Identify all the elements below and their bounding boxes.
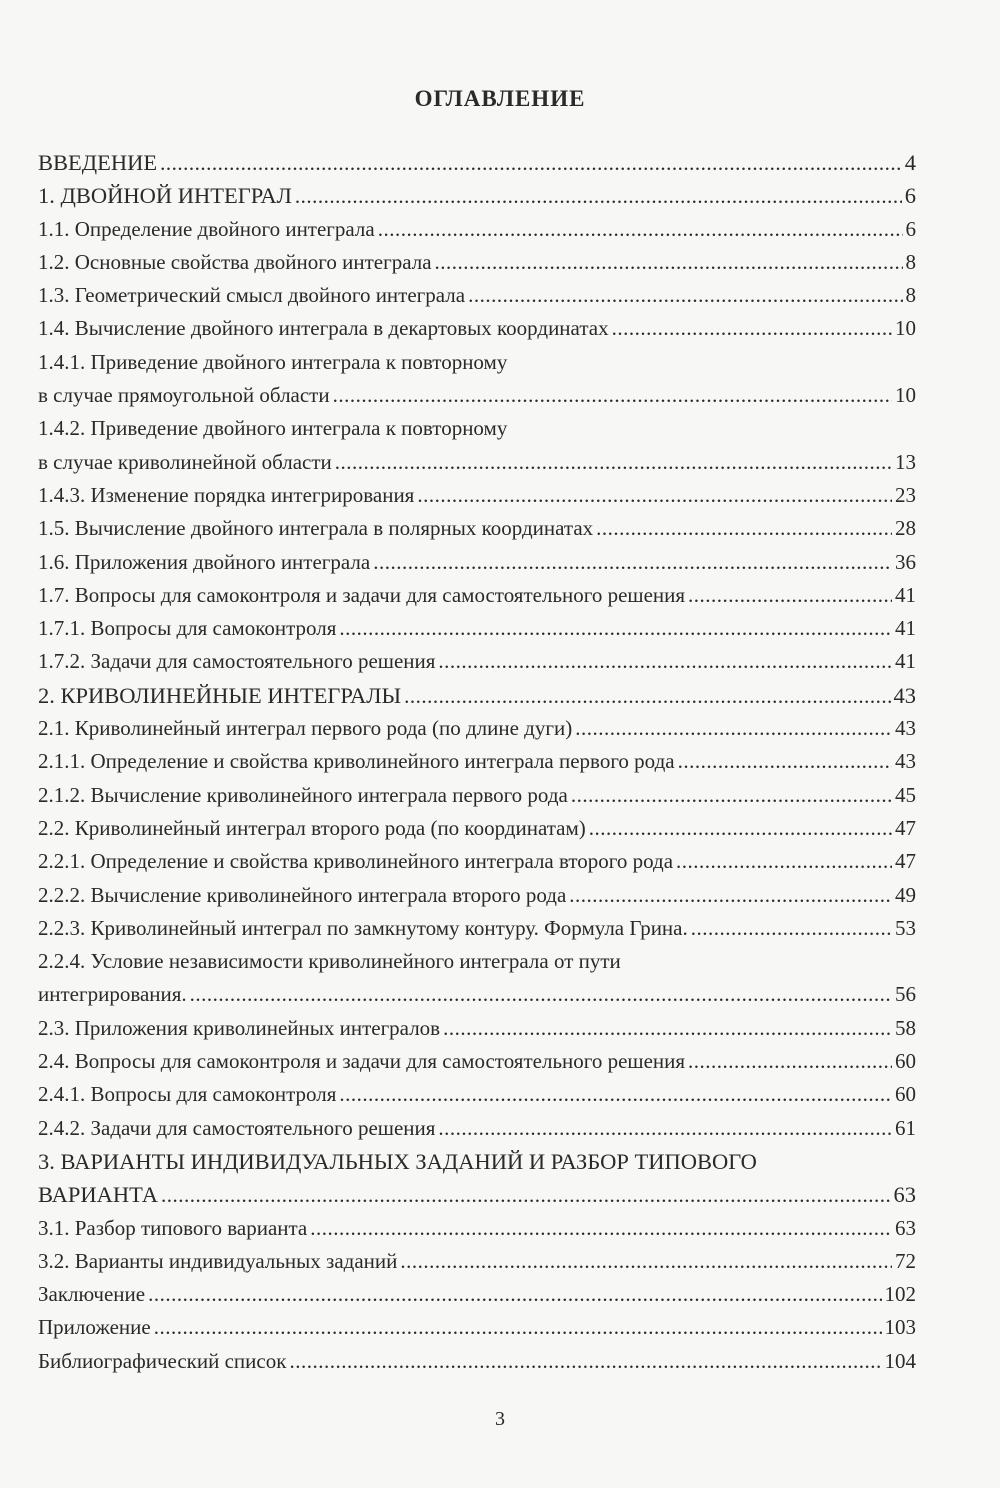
toc-entry[interactable] xyxy=(38,146,916,179)
toc-entry[interactable] xyxy=(38,546,916,579)
toc-entry-title: 1.6. Приложения двойного интеграла xyxy=(38,549,371,574)
toc-entry-page: 60 xyxy=(895,1049,916,1074)
toc-entry-page: 104 xyxy=(884,1348,916,1373)
toc-entry[interactable] xyxy=(38,279,916,312)
toc-entry-title: интегрирования. xyxy=(38,982,187,1007)
toc-entry-title-line: 3. ВАРИАНТЫ ИНДИВИДУАЛЬНЫХ ЗАДАНИЙ И РАЗБОР ТИПОВОГО xyxy=(38,1148,757,1174)
dot-leader xyxy=(295,180,902,213)
toc-entry-title: ВАРИАНТА xyxy=(38,1182,158,1208)
toc-entry-page: 49 xyxy=(895,882,916,907)
toc-entry-page: 43 xyxy=(893,682,916,708)
toc-entry[interactable] xyxy=(38,512,916,545)
toc-entry-page: 6 xyxy=(905,216,916,241)
toc-entry-title: в случае прямоугольной области xyxy=(38,383,330,408)
toc-entry-row xyxy=(38,1045,916,1078)
toc-entry-row xyxy=(38,446,916,479)
toc-entry-page: 6 xyxy=(904,183,916,209)
dot-leader xyxy=(691,912,892,945)
dot-leader xyxy=(438,645,892,678)
toc-entry-title: 1. ДВОЙНОЙ ИНТЕГРАЛ xyxy=(38,183,292,209)
dot-leader xyxy=(612,312,892,345)
dot-leader xyxy=(339,612,892,645)
toc-entry-row xyxy=(38,978,916,1011)
toc-entry-title: 2.2.1. Определение и свойства криволинейного интеграла второго рода xyxy=(38,849,674,874)
dot-leader xyxy=(417,479,892,512)
toc-entry-title: 1.4.3. Изменение порядка интегрирования xyxy=(38,482,415,507)
toc-entry-title: 1.1. Определение двойного интеграла xyxy=(38,216,375,241)
toc-entry-row xyxy=(38,812,916,845)
toc-entry-row xyxy=(38,1178,916,1211)
toc-entry-row xyxy=(38,312,916,345)
toc-entry-title: 1.3. Геометрический смысл двойного интеграла xyxy=(38,283,466,308)
dot-leader xyxy=(289,1345,881,1378)
page-title: ОГЛАВЛЕНИЕ xyxy=(414,86,586,111)
toc-entry[interactable] xyxy=(38,213,916,246)
toc-entry[interactable] xyxy=(38,1145,916,1212)
toc-entry-row xyxy=(38,512,916,545)
toc-entry-title: 1.7. Вопросы для самоконтроля и задачи для самостоятельного решения xyxy=(38,582,686,607)
toc-entry-page: 10 xyxy=(895,316,916,341)
toc-entry-title: 2.2. Криволинейный интеграл второго рода (по координатам) xyxy=(38,815,586,840)
toc-entry-row xyxy=(38,912,916,945)
toc-entry-title: 2.2.2. Вычисление криволинейного интеграла второго рода xyxy=(38,882,567,907)
toc-entry-title: 1.2. Основные свойства двойного интеграла xyxy=(38,249,432,274)
toc-entry-page: 58 xyxy=(895,1015,916,1040)
dot-leader xyxy=(154,1311,882,1344)
toc-entry-title: 2.4.1. Вопросы для самоконтроля xyxy=(38,1082,337,1107)
dot-leader xyxy=(435,246,903,279)
toc-entry-page: 36 xyxy=(895,549,916,574)
dot-leader xyxy=(596,512,892,545)
table-of-contents xyxy=(38,146,916,1378)
toc-entry-title-line: 1.4.1. Приведение двойного интеграла к повторному xyxy=(38,349,508,374)
toc-entry-page: 41 xyxy=(895,582,916,607)
toc-entry-title: Приложение xyxy=(38,1315,151,1340)
toc-entry-title: 3.2. Варианты индивидуальных заданий xyxy=(38,1248,398,1273)
toc-entry-page: 8 xyxy=(905,249,916,274)
toc-entry[interactable] xyxy=(38,312,916,345)
dot-leader xyxy=(333,379,892,412)
dot-leader xyxy=(678,745,892,778)
toc-entry-title: 2.4.2. Задачи для самостоятельного решения xyxy=(38,1115,436,1140)
dot-leader xyxy=(190,978,892,1011)
toc-entry[interactable] xyxy=(38,645,916,678)
toc-entry[interactable] xyxy=(38,1112,916,1145)
toc-entry[interactable] xyxy=(38,812,916,845)
toc-entry-page: 28 xyxy=(895,516,916,541)
toc-entry-row xyxy=(38,612,916,645)
toc-entry-row xyxy=(38,779,916,812)
toc-entry[interactable] xyxy=(38,712,916,745)
toc-entry-row xyxy=(38,1212,916,1245)
toc-entry-row xyxy=(38,879,916,912)
toc-entry[interactable] xyxy=(38,346,916,413)
toc-entry-row xyxy=(38,379,916,412)
toc-entry[interactable] xyxy=(38,1345,916,1378)
dot-leader xyxy=(310,1212,892,1245)
toc-entry-title: 2.1.2. Вычисление криволинейного интеграла первого рода xyxy=(38,782,568,807)
toc-entry-row xyxy=(38,213,916,246)
dot-leader xyxy=(688,579,892,612)
toc-entry-page: 61 xyxy=(895,1115,916,1140)
toc-entry-page: 23 xyxy=(895,482,916,507)
page-number: 3 xyxy=(495,1408,505,1430)
dot-leader xyxy=(160,147,902,180)
dot-leader xyxy=(589,812,892,845)
toc-entry[interactable] xyxy=(38,1311,916,1344)
toc-entry-title: 1.7.2. Задачи для самостоятельного решения xyxy=(38,649,436,674)
toc-entry-row xyxy=(38,479,916,512)
dot-leader xyxy=(339,1078,892,1111)
toc-entry-page: 13 xyxy=(895,449,916,474)
toc-entry-page: 63 xyxy=(895,1215,916,1240)
dot-leader xyxy=(571,779,892,812)
toc-entry-row xyxy=(38,712,916,745)
toc-entry-row xyxy=(38,179,916,212)
toc-entry-page: 60 xyxy=(895,1082,916,1107)
toc-entry[interactable] xyxy=(38,179,916,212)
toc-entry[interactable] xyxy=(38,779,916,812)
toc-entry[interactable] xyxy=(38,945,916,1012)
toc-entry[interactable] xyxy=(38,1045,916,1078)
toc-entry-row xyxy=(38,1012,916,1045)
toc-entry-title-line: 1.4.2. Приведение двойного интеграла к повторному xyxy=(38,416,508,441)
toc-entry-row xyxy=(38,645,916,678)
toc-entry-title: 1.4. Вычисление двойного интеграла в декартовых координатах xyxy=(38,316,609,341)
toc-entry-title: 2. КРИВОЛИНЕЙНЫЕ ИНТЕГРАЛЫ xyxy=(38,682,402,708)
toc-entry-row xyxy=(38,1245,916,1278)
toc-entry-row xyxy=(38,745,916,778)
dot-leader xyxy=(575,712,892,745)
dot-leader xyxy=(335,446,892,479)
toc-entry[interactable] xyxy=(38,1245,916,1278)
toc-entry-page: 45 xyxy=(895,782,916,807)
dot-leader xyxy=(378,213,903,246)
dot-leader xyxy=(404,680,890,713)
toc-entry[interactable] xyxy=(38,1078,916,1111)
dot-leader xyxy=(373,546,892,579)
toc-entry-row xyxy=(38,1078,916,1111)
toc-entry-row xyxy=(38,1345,916,1378)
toc-entry-title: 1.7.1. Вопросы для самоконтроля xyxy=(38,616,337,641)
dot-leader xyxy=(161,1179,891,1212)
toc-entry[interactable] xyxy=(38,879,916,912)
dot-leader xyxy=(688,1045,892,1078)
toc-entry-page: 4 xyxy=(904,150,916,175)
toc-entry-row xyxy=(38,679,916,712)
toc-entry[interactable] xyxy=(38,412,916,479)
toc-entry[interactable] xyxy=(38,745,916,778)
toc-entry[interactable] xyxy=(38,1212,916,1245)
dot-leader xyxy=(438,1112,892,1145)
toc-entry-title: 2.3. Приложения криволинейных интегралов xyxy=(38,1015,441,1040)
dot-leader xyxy=(400,1245,892,1278)
dot-leader xyxy=(468,279,902,312)
toc-entry-title: 1.5. Вычисление двойного интеграла в полярных координатах xyxy=(38,516,594,541)
toc-entry-page: 8 xyxy=(905,283,916,308)
toc-entry-title: в случае криволинейной области xyxy=(38,449,332,474)
toc-entry[interactable] xyxy=(38,246,916,279)
toc-entry[interactable] xyxy=(38,579,916,612)
toc-entry-row xyxy=(38,246,916,279)
toc-entry-page: 10 xyxy=(895,383,916,408)
toc-entry-row xyxy=(38,845,916,878)
toc-entry-page: 43 xyxy=(895,716,916,741)
toc-entry-row xyxy=(38,546,916,579)
toc-entry-title: 2.1. Криволинейный интеграл первого рода (по длине дуги) xyxy=(38,716,573,741)
toc-entry-title: Заключение xyxy=(38,1282,146,1307)
toc-entry[interactable] xyxy=(38,612,916,645)
toc-entry-page: 47 xyxy=(895,815,916,840)
dot-leader xyxy=(148,1278,881,1311)
toc-entry-page: 41 xyxy=(895,616,916,641)
toc-entry-title: ВВЕДЕНИЕ xyxy=(38,150,158,175)
toc-entry-title: 2.2.3. Криволинейный интеграл по замкнутому контуру. Формула Грина. xyxy=(38,915,688,940)
dot-leader xyxy=(676,845,892,878)
toc-entry[interactable] xyxy=(38,845,916,878)
toc-entry-page: 56 xyxy=(895,982,916,1007)
toc-entry-row xyxy=(38,1112,916,1145)
toc-entry-page: 47 xyxy=(895,849,916,874)
toc-entry[interactable] xyxy=(38,679,916,712)
toc-entry-page: 53 xyxy=(895,915,916,940)
toc-entry-row xyxy=(38,1278,916,1311)
toc-entry-page: 43 xyxy=(895,749,916,774)
dot-leader xyxy=(569,879,892,912)
toc-entry-page: 103 xyxy=(884,1315,916,1340)
toc-entry-page: 41 xyxy=(895,649,916,674)
toc-entry-page: 72 xyxy=(895,1248,916,1273)
toc-entry[interactable] xyxy=(38,912,916,945)
toc-entry[interactable] xyxy=(38,479,916,512)
toc-entry[interactable] xyxy=(38,1012,916,1045)
toc-entry-row xyxy=(38,579,916,612)
toc-entry-page: 102 xyxy=(884,1282,916,1307)
toc-entry-row xyxy=(38,279,916,312)
toc-entry-page: 63 xyxy=(893,1182,916,1208)
dot-leader xyxy=(443,1012,892,1045)
toc-entry-title-line: 2.2.4. Условие независимости криволинейного интеграла от пути xyxy=(38,949,621,974)
toc-entry-title: 3.1. Разбор типового варианта xyxy=(38,1215,308,1240)
toc-entry-title: 2.4. Вопросы для самоконтроля и задачи для самостоятельного решения xyxy=(38,1049,686,1074)
toc-entry-row xyxy=(38,1311,916,1344)
toc-entry-row xyxy=(38,146,916,179)
toc-entry[interactable] xyxy=(38,1278,916,1311)
toc-entry-title: 2.1.1. Определение и свойства криволинейного интеграла первого рода xyxy=(38,749,675,774)
toc-entry-title: Библиографический список xyxy=(38,1348,287,1373)
